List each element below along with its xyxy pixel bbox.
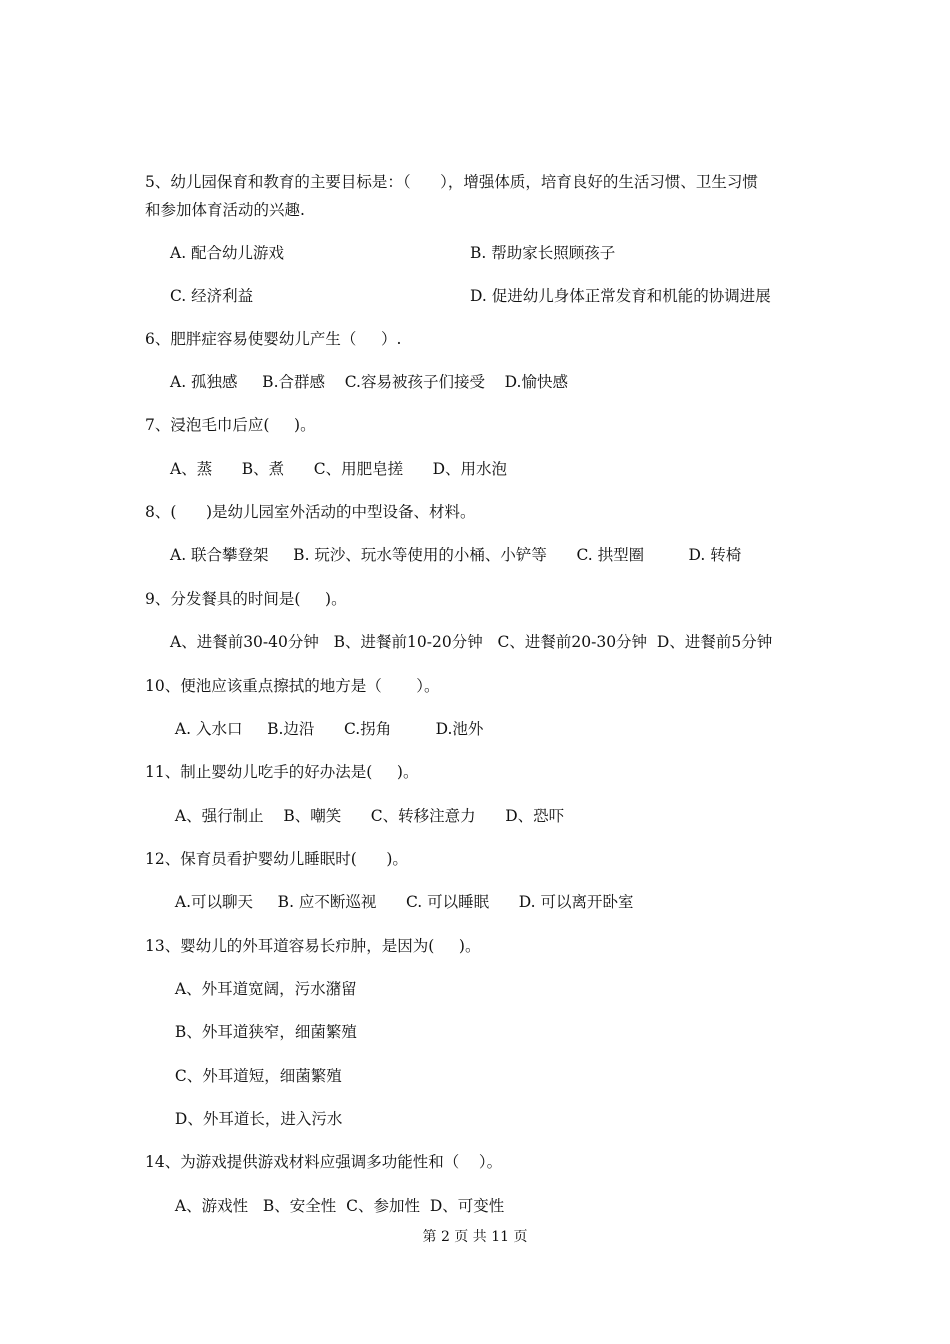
question-14-stem: 14、为游戏提供游戏材料应强调多功能性和（ ）。 — [145, 1153, 503, 1171]
question-5-option-d: D. 促进幼儿身体正常发育和机能的协调进展 — [470, 287, 771, 305]
question-11-options: A、强行制止 B、嘲笑 C、转移注意力 D、恐吓 — [170, 807, 565, 825]
question-5-option-c: C. 经济利益 — [170, 287, 254, 305]
question-5-stem-line-2: 和参加体育活动的兴趣. — [145, 201, 305, 219]
question-8-stem: 8、( )是幼儿园室外活动的中型设备、材料。 — [145, 503, 476, 521]
question-10-options: A. 入水口 B.边沿 C.拐角 D.池外 — [170, 720, 484, 738]
question-12-options: A.可以聊天 B. 应不断巡视 C. 可以睡眠 D. 可以离开卧室 — [170, 893, 634, 911]
question-9-options: A、进餐前30-40分钟 B、进餐前10-20分钟 C、进餐前20-30分钟 D、进餐前5分钟 — [170, 633, 773, 651]
page-footer: 第 2 页 共 11 页 — [422, 1229, 528, 1245]
question-5-option-b: B. 帮助家长照顾孩子 — [470, 244, 616, 262]
question-13-stem: 13、婴幼儿的外耳道容易长疖肿，是因为( )。 — [145, 937, 481, 955]
question-13-option-a: A、外耳道宽阔，污水潴留 — [170, 980, 357, 998]
question-8-options: A. 联合攀登架 B. 玩沙、玩水等使用的小桶、小铲等 C. 拱型圈 D. 转椅 — [170, 546, 742, 564]
question-10-stem: 10、便池应该重点擦拭的地方是（ ）。 — [145, 677, 440, 695]
question-7-options: A、蒸 B、煮 C、用肥皂搓 D、用水泡 — [170, 460, 508, 478]
question-5-stem-line-1: 5、幼儿园保育和教育的主要目标是：（ ），增强体质，培育良好的生活习惯、卫生习惯 — [145, 173, 758, 191]
question-7-stem: 7、浸泡毛巾后应( )。 — [145, 416, 316, 434]
question-11-stem: 11、制止婴幼儿吃手的好办法是( )。 — [145, 763, 419, 781]
question-13-option-c: C、外耳道短，细菌繁殖 — [170, 1067, 342, 1085]
question-6-stem: 6、肥胖症容易使婴幼儿产生（ ）. — [145, 330, 402, 348]
question-13-option-b: B、外耳道狭窄，细菌繁殖 — [170, 1023, 357, 1041]
question-9-stem: 9、分发餐具的时间是( )。 — [145, 590, 347, 608]
question-6-options: A. 孤独感 B.合群感 C.容易被孩子们接受 D.愉快感 — [170, 373, 568, 391]
question-14-options: A、游戏性 B、安全性 C、参加性 D、可变性 — [170, 1197, 505, 1215]
question-5-option-a: A. 配合幼儿游戏 — [170, 244, 285, 262]
question-12-stem: 12、保育员看护婴幼儿睡眠时( )。 — [145, 850, 408, 868]
question-13-option-d: D、外耳道长，进入污水 — [170, 1110, 343, 1128]
